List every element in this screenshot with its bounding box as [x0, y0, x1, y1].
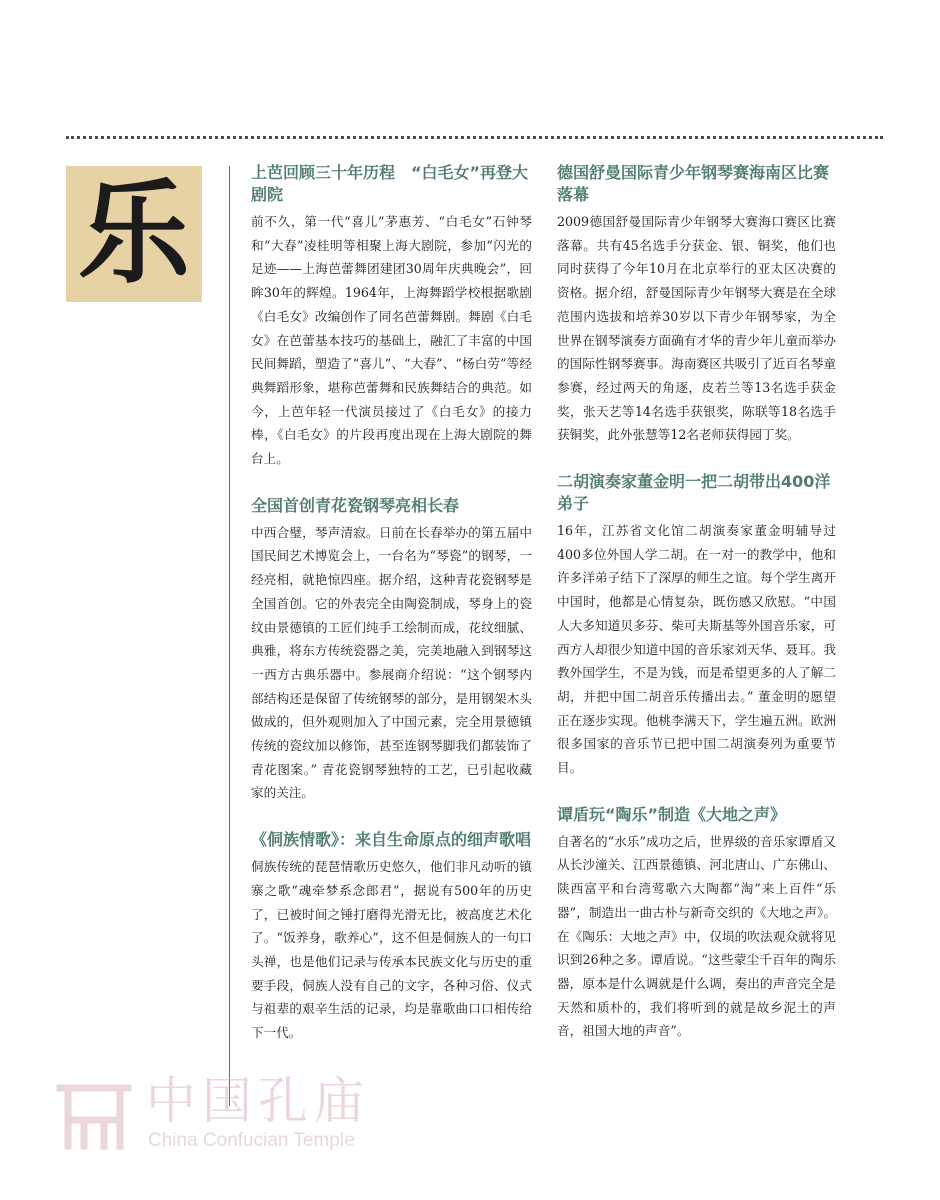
temple-logo-icon	[54, 1076, 134, 1154]
article-body: 16年，江苏省文化馆二胡演奏家董金明辅导过400多位外国人学二胡。在一对一的教学中，他和许多洋弟子结下了深厚的师生之谊。每个学生离开中国时，他都是心情复杂，既伤感又欣慰。“中国人大多知道贝多芬、柴可夫斯基等外国音乐家，可西方人却很少知道中国的音乐家刘天华、聂耳。我教外国学生，不是为钱，而是希望更多的人了解二胡，并把中国二胡音乐传播出去。” 董金明的愿望正在逐步实现。他桃李满天下，学生遍五洲。欧洲很多国家的音乐节已把中国二胡演奏列为重要节目。	[557, 523, 836, 776]
watermark	[50, 1070, 410, 1160]
left-column	[251, 162, 532, 1069]
article-body: 中西合璧，琴声清寂。日前在长春举办的第五届中国民间艺术博览会上，一台名为“琴瓷”的钢琴，一经亮相，就艳惊四座。据介绍，这种青花瓷钢琴是全国首创。它的外表完全由陶瓷制成，琴身上的瓷纹由景德镇的工匠们纯手工绘制而成，花纹细腻、典雅，将东方传统瓷器之美，完美地融入到钢琴这一西方古典乐器中。参展商介绍说：“这个钢琴内部结构还是保留了传统钢琴的部分，是用钢架木头做成的，但外观则加入了中国元素，完全用景德镇传统的瓷纹加以修饰，甚至连钢琴脚我们都装饰了青花图案。” 青花瓷钢琴独特的工艺，已引起收藏家的关注。	[251, 524, 532, 801]
article-white-haired-girl	[251, 162, 532, 471]
watermark-chinese: 中国孔庙	[146, 1072, 370, 1130]
article-body: 2009德国舒曼国际青少年钢琴大赛海口赛区比赛落幕。共有45名选手分获金、银、铜奖，他们也同时获得了今年10月在北京举行的亚太区决赛的资格。据介绍，舒曼国际青少年钢琴大赛是在全球范围内选拔和培养30岁以下青少年钢琴家，为全世界在钢琴演奏方面确有才华的青少年儿童而举办的国际性钢琴赛事。海南赛区共吸引了近百名琴童参赛，经过两天的角逐，皮若兰等13名选手获金奖，张天艺等14名选手获银奖，陈联等18名选手获铜奖，此外张慧等12名老师获得园丁奖。	[557, 214, 836, 443]
column-divider-line	[229, 166, 230, 1106]
article-dong-love-songs	[251, 829, 532, 1045]
article-tan-dun-ceramic-music	[557, 804, 836, 1043]
section-glyph: 乐	[78, 168, 190, 299]
article-body: 侗族传统的琵琶情歌历史悠久，他们非凡动听的镇寨之歌“魂牵梦系念郎君”，据说有500年的历史了，已被时间之锤打磨得光滑无比，被高度艺术化了。“饭养身，歌养心”，这不但是侗族人的一句口头禅，也是他们记录与传承本民族文化与历史的重要手段，侗族人没有自己的文字，各种习俗、仪式与祖辈的艰辛生活的记录，均是靠歌曲口口相传给下一代。	[251, 859, 532, 1041]
article-title: 德国舒曼国际青少年钢琴赛海南区比赛落幕	[557, 163, 830, 204]
article-body: 自著名的“水乐”成功之后，世界级的音乐家谭盾又从长沙潼关、江西景德镇、河北唐山、广东佛山、陕西富平和台湾莺歌六大陶都“淘”来上百件“乐器”，制造出一曲古朴与新奇交织的《大地之声》。在《陶乐：大地之声》中，仅埙的吹法观众就将见识到26种之多。谭盾说。“这些蒙尘千百年的陶乐器，原本是什么调就是什么调，奏出的声音完全是天然和质朴的，我们将听到的就是故乡泥土的声音，祖国大地的声音”。	[557, 833, 836, 1039]
article-title: 上芭回顾三十年历程 “白毛女”再登大剧院	[251, 163, 529, 204]
article-erhu-master	[557, 471, 836, 780]
article-title: 《侗族情歌》：来自生命原点的细声歌唱	[251, 830, 532, 850]
article-porcelain-piano	[251, 495, 532, 805]
right-column	[557, 162, 836, 1067]
article-title: 全国首创青花瓷钢琴亮相长春	[251, 495, 460, 515]
article-title: 谭盾玩“陶乐”制造《大地之声》	[557, 804, 787, 824]
article-body: 前不久，第一代“喜儿”茅惠芳、“白毛女”石钟琴和“大春”凌桂明等相聚上海大剧院，参加“闪光的足迹——上海芭蕾舞团建团30周年庆典晚会”，回眸30年的辉煌。1964年，上海舞蹈学校根据歌剧《白毛女》改编创作了同名芭蕾舞剧。舞剧《白毛女》在芭蕾基本技巧的基础上，融汇了丰富的中国民间舞蹈，塑造了“喜儿”、“大春”、“杨白劳”等经典舞蹈形象，堪称芭蕾舞和民族舞结合的典范。如今，上芭年轻一代演员接过了《白毛女》的接力棒，《白毛女》的片段再度出现在上海大剧院的舞台上。	[251, 214, 532, 467]
article-title: 二胡演奏家董金明一把二胡带出400洋弟子	[557, 472, 831, 514]
article-schumann-piano-contest	[557, 162, 836, 447]
watermark-english: China Confucian Temple	[148, 1130, 355, 1151]
section-glyph-tile	[66, 166, 202, 302]
dotted-top-rule	[66, 136, 883, 139]
